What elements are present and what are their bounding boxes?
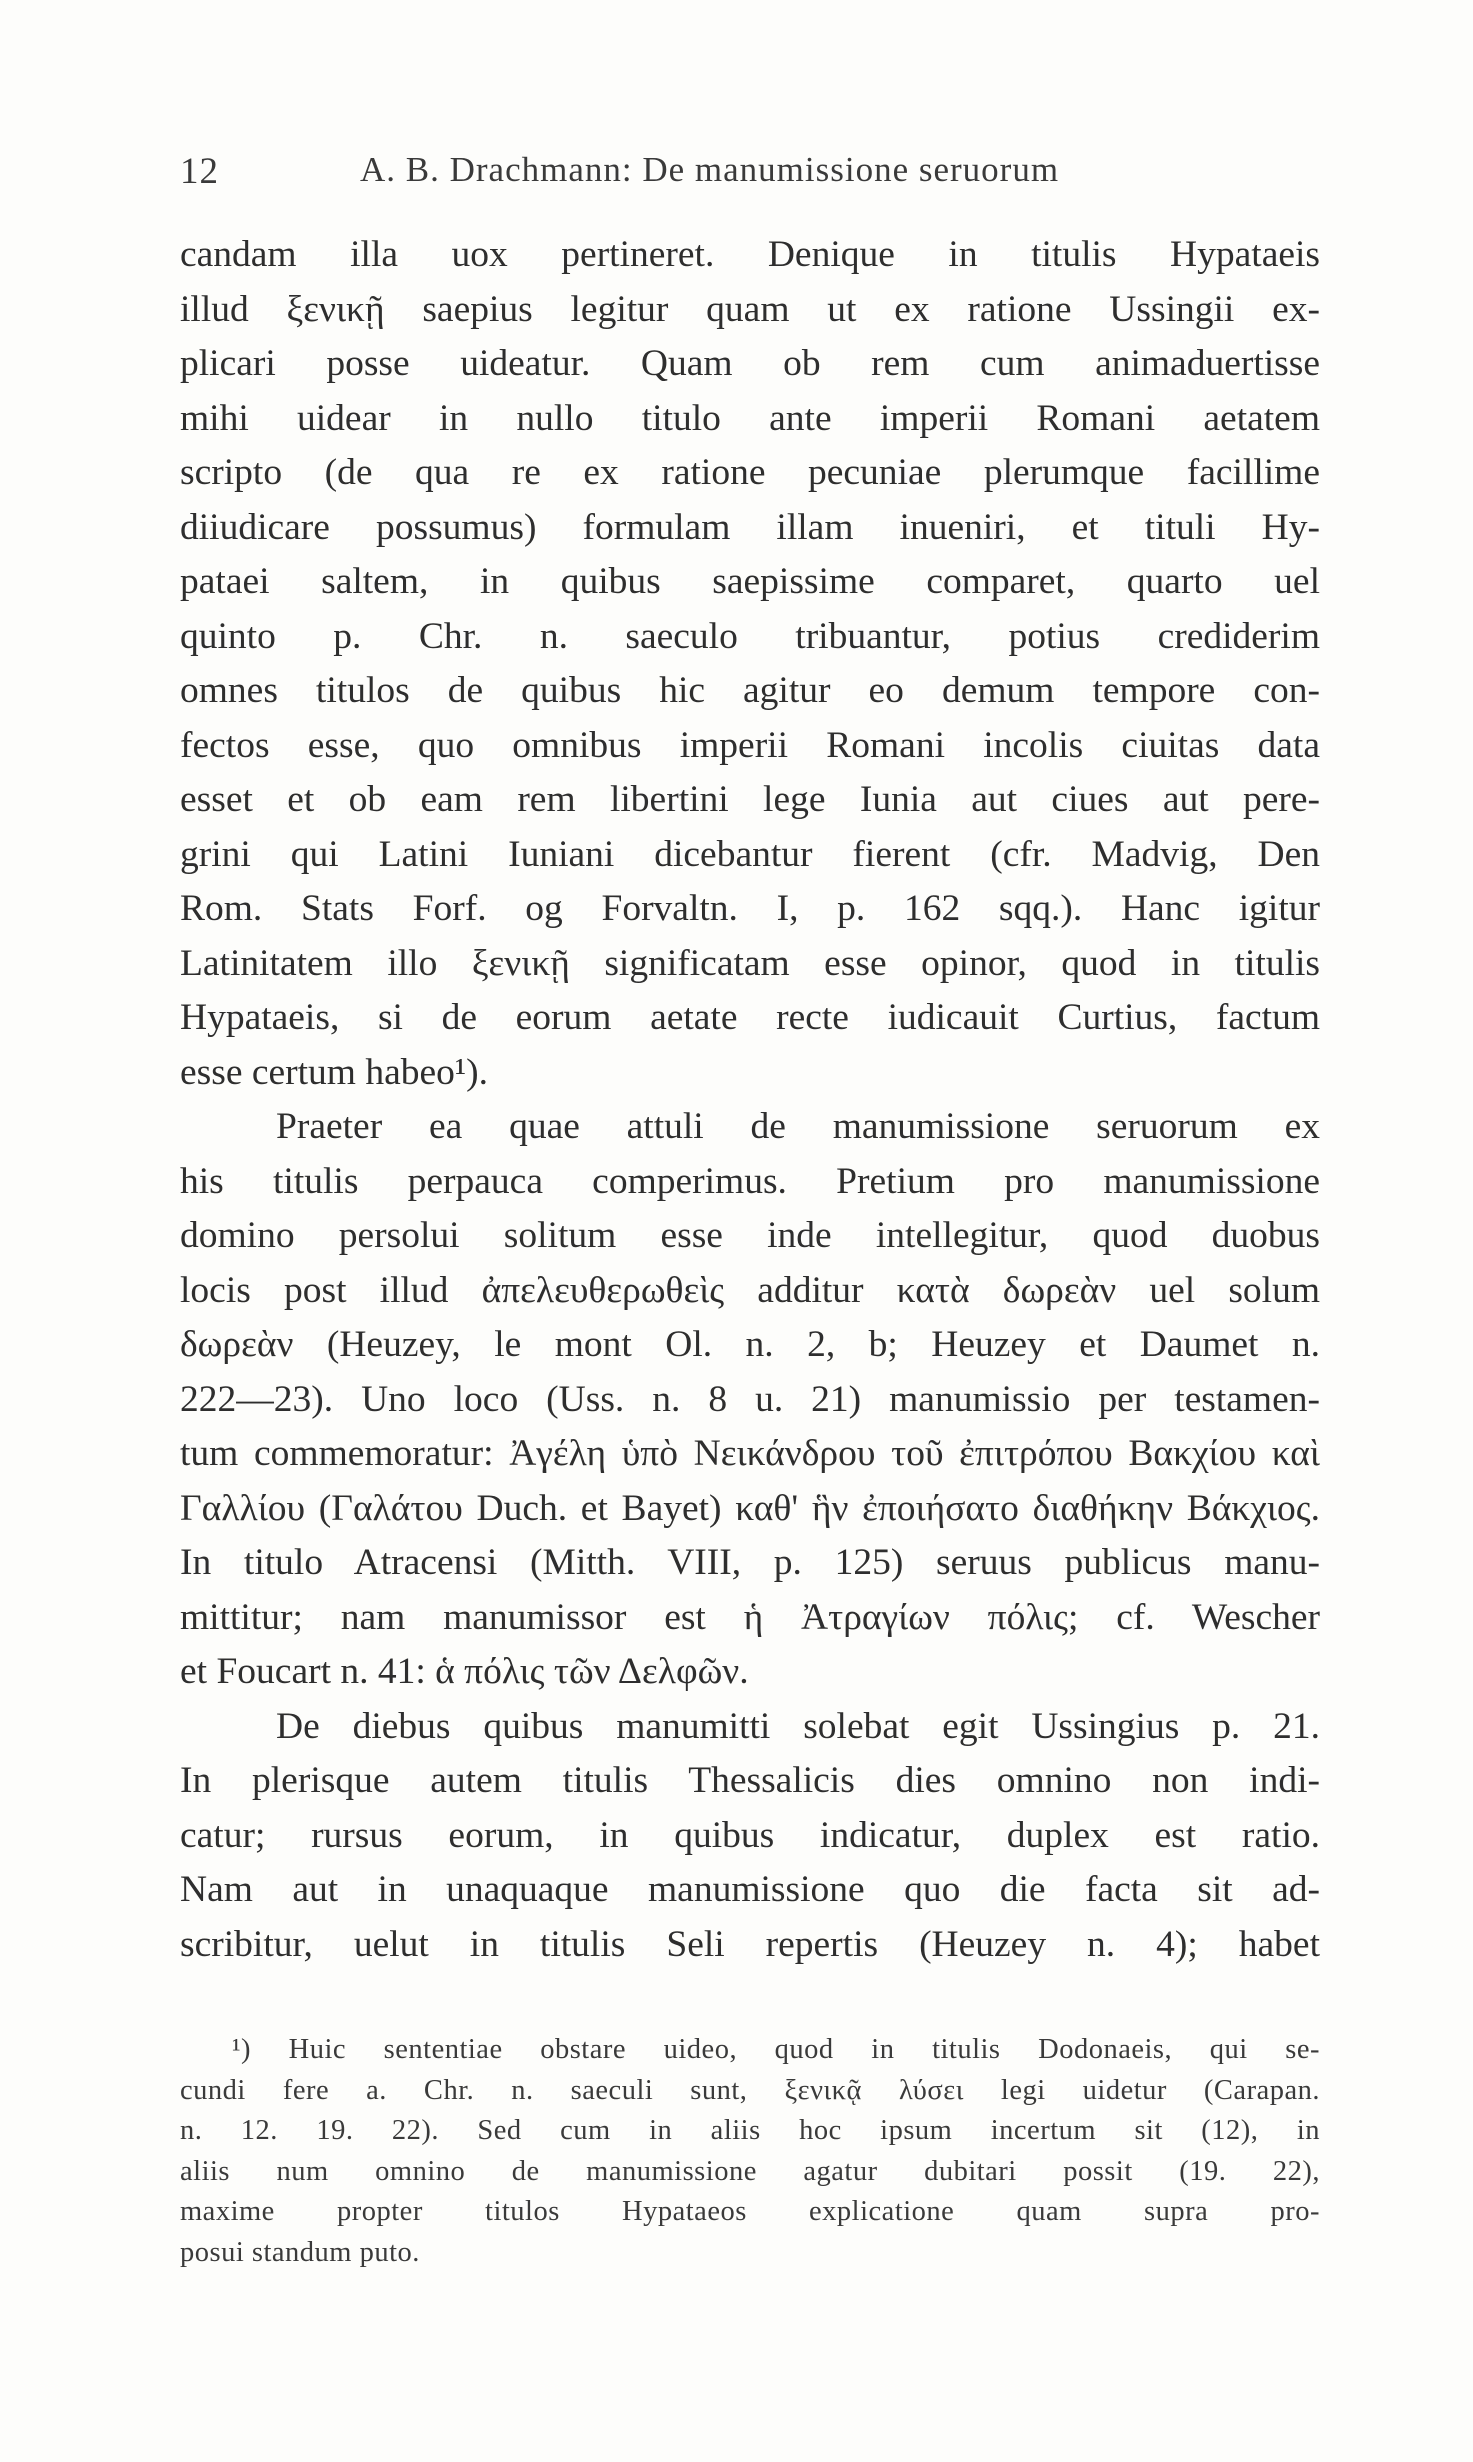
text-line: diiudicare possumus) formulam illam inueniri, et tituli Hy-	[180, 506, 1320, 548]
text-line: Rom. Stats Forf. og Forvaltn. I, p. 162 sqq.). Hanc igitur	[180, 888, 1320, 929]
text-line: fectos esse, quo omnibus imperii Romani incolis ciuitas data	[180, 724, 1320, 766]
text-line: scripto (de qua re ex ratione pecuniae plerumque facillime	[180, 452, 1320, 493]
text-line: illud ξενικῇ saepius legitur quam ut ex ratione Ussingii ex-	[180, 288, 1320, 330]
text-line: candam illa uox pertineret. Denique in titulis Hypataeis	[180, 234, 1320, 275]
text-line: mihi uidear in nullo titulo ante imperii Romani aetatem	[180, 397, 1320, 439]
text-line: De diebus quibus manumitti solebat egit Ussingius p. 21.	[276, 1705, 1320, 1747]
text-line: omnes titulos de quibus hic agitur eo demum tempore con-	[180, 670, 1320, 711]
text-line: catur; rursus eorum, in quibus indicatur, duplex est ratio.	[180, 1814, 1320, 1856]
footnote	[180, 2030, 1320, 2273]
text-line: Γαλλίου (Γαλάτου Duch. et Bayet) καθ' ἣν ἐποιήσατο διαθήκην Βάκχιος.	[180, 1487, 1320, 1529]
text-line: esse certum habeo¹).	[180, 1051, 488, 1093]
text-line: In titulo Atracensi (Mitth. VIII, p. 125) seruus publicus manu-	[180, 1542, 1320, 1583]
text-line: Latinitatem illo ξενικῇ significatam esse opinor, quod in titulis	[180, 942, 1320, 984]
text-line: Hypataeis, si de eorum aetate recte iudicauit Curtius, factum	[180, 997, 1320, 1038]
footnote-line: n. 12. 19. 22). Sed cum in aliis hoc ipsum incertum sit (12), in	[180, 2115, 1320, 2146]
text-line: domino persolui solitum esse inde intellegitur, quod duobus	[180, 1215, 1320, 1256]
page-number: 12	[180, 151, 219, 192]
main-text	[180, 228, 1320, 1972]
text-line: tum commemoratur: Ἀγέλη ὑπὸ Νεικάνδρου τοῦ ἐπιτρόπου Βακχίου καὶ	[180, 1433, 1320, 1474]
text-line: plicari posse uideatur. Quam ob rem cum animaduertisse	[180, 343, 1320, 384]
footnote-line: maxime propter titulos Hypataeos explicatione quam supra pro-	[180, 2196, 1320, 2227]
text-line: pataei saltem, in quibus saepissime comparet, quarto uel	[180, 561, 1320, 602]
text-line: mittitur; nam manumissor est ἡ Ἀτραγίων πόλις; cf. Wescher	[180, 1596, 1320, 1638]
text-line: grini qui Latini Iuniani dicebantur fierent (cfr. Madvig, Den	[180, 833, 1320, 875]
footnote-line: cundi fere a. Chr. n. saeculi sunt, ξενικᾷ λύσει legi uidetur (Carapan.	[180, 2074, 1320, 2106]
footnote-line: posui standum puto.	[180, 2236, 420, 2268]
text-line: et Foucart n. 41: ἁ πόλις τῶν Δελφῶν.	[180, 1651, 749, 1692]
running-title: A. B. Drachmann: De manumissione seruorum	[360, 150, 1060, 189]
text-line: his titulis perpauca comperimus. Pretium pro manumissione	[180, 1160, 1320, 1202]
footnote-line: ¹) Huic sententiae obstare uideo, quod in titulis Dodonaeis, qui se-	[232, 2034, 1320, 2065]
text-line: 222—23). Uno loco (Uss. n. 8 u. 21) manumissio per testamen-	[180, 1378, 1320, 1420]
running-header	[180, 150, 1310, 200]
text-line: scribitur, uelut in titulis Seli repertis (Heuzey n. 4); habet	[180, 1923, 1320, 1965]
text-line: esset et ob eam rem libertini lege Iunia aut ciues aut pere-	[180, 779, 1320, 820]
text-line: locis post illud ἀπελευθερωθεὶς additur κατὰ δωρεὰν uel solum	[180, 1269, 1320, 1311]
text-line: δωρεὰν (Heuzey, le mont Ol. n. 2, b; Heuzey et Daumet n.	[180, 1324, 1320, 1365]
footnote-line: aliis num omnino de manumissione agatur dubitari possit (19. 22),	[180, 2155, 1320, 2187]
text-line: Nam aut in unaquaque manumissione quo die facta sit ad-	[180, 1869, 1320, 1910]
text-line: In plerisque autem titulis Thessalicis dies omnino non indi-	[180, 1760, 1320, 1801]
text-line: quinto p. Chr. n. saeculo tribuantur, potius crediderim	[180, 615, 1320, 657]
text-line: Praeter ea quae attuli de manumissione seruorum ex	[276, 1106, 1320, 1147]
